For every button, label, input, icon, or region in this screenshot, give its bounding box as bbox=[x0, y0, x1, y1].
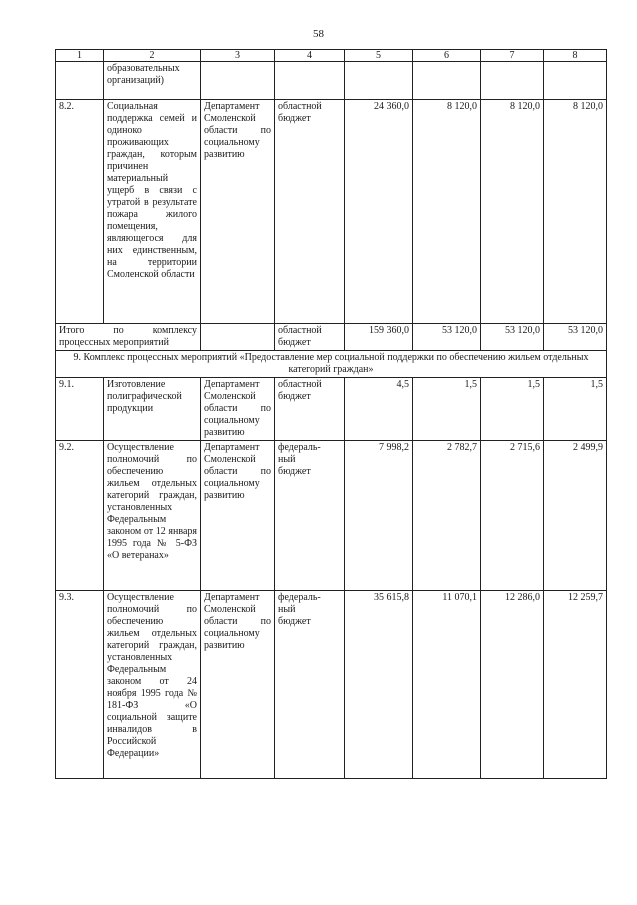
table-row bbox=[56, 441, 607, 591]
amount-cell: 12 286,0 bbox=[481, 591, 544, 779]
table-row bbox=[56, 62, 607, 100]
measure-name-cell: образовательных организаций) bbox=[104, 62, 201, 100]
row-number-cell: 9.1. bbox=[56, 378, 104, 441]
page-number: 58 bbox=[313, 28, 324, 40]
amount-cell: 53 120,0 bbox=[544, 324, 607, 351]
column-header: 5 bbox=[345, 50, 413, 62]
amount-cell: 2 499,9 bbox=[544, 441, 607, 591]
funding-source-cell: областной бюджет bbox=[275, 324, 345, 351]
executor-cell: Департамент Смоленской области по социальному развитию bbox=[201, 378, 275, 441]
amount-cell: 2 782,7 bbox=[413, 441, 481, 591]
amount-cell: 2 715,6 bbox=[481, 441, 544, 591]
column-header: 3 bbox=[201, 50, 275, 62]
measure-name-cell: Социальная поддержка семей и одиноко проживающих граждан, которым причинен материальный ущерб в связи с утратой в результате пожара жилого помещения, являющегося для них единственным, на территории Смоленской области bbox=[104, 100, 201, 324]
table-row bbox=[56, 591, 607, 779]
column-header: 2 bbox=[104, 50, 201, 62]
amount-cell: 159 360,0 bbox=[345, 324, 413, 351]
funding-source-cell: федераль- ный бюджет bbox=[275, 591, 345, 779]
amount-cell: 8 120,0 bbox=[544, 100, 607, 324]
amount-cell: 11 070,1 bbox=[413, 591, 481, 779]
executor-cell bbox=[201, 324, 275, 351]
amount-cell: 12 259,7 bbox=[544, 591, 607, 779]
row-number-cell: 9.2. bbox=[56, 441, 104, 591]
amount-cell: 35 615,8 bbox=[345, 591, 413, 779]
funding-source-cell bbox=[275, 62, 345, 100]
total-label-cell: Итого по комплексу процессных мероприятий bbox=[56, 324, 201, 351]
row-number-cell bbox=[56, 62, 104, 100]
row-number-cell: 9.3. bbox=[56, 591, 104, 779]
amount-cell: 7 998,2 bbox=[345, 441, 413, 591]
amount-cell: 1,5 bbox=[544, 378, 607, 441]
amount-cell bbox=[481, 62, 544, 100]
amount-cell bbox=[544, 62, 607, 100]
column-header: 7 bbox=[481, 50, 544, 62]
row-number-cell: 8.2. bbox=[56, 100, 104, 324]
funding-source-cell: федераль- ный бюджет bbox=[275, 441, 345, 591]
section-title: 9. Комплекс процессных мероприятий «Предоставление мер социальной поддержки по обеспечению жильем отдельных категорий граждан» bbox=[56, 351, 607, 378]
executor-cell: Департамент Смоленской области по социальному развитию bbox=[201, 591, 275, 779]
amount-cell: 8 120,0 bbox=[481, 100, 544, 324]
executor-cell: Департамент Смоленской области по социальному развитию bbox=[201, 441, 275, 591]
table-row bbox=[56, 378, 607, 441]
executor-cell bbox=[201, 62, 275, 100]
measure-name-cell: Осуществление полномочий по обеспечению жильем отдельных категорий граждан, установленных Федеральным законом от 24 ноября 1995 года № 181-ФЗ «О социальной защите инвалидов в Российской Федерации» bbox=[104, 591, 201, 779]
table-row bbox=[56, 100, 607, 324]
amount-cell bbox=[413, 62, 481, 100]
funding-source-cell: областной бюджет bbox=[275, 378, 345, 441]
amount-cell: 24 360,0 bbox=[345, 100, 413, 324]
amount-cell: 1,5 bbox=[481, 378, 544, 441]
measure-name-cell: Осуществление полномочий по обеспечению жильем отдельных категорий граждан, установленных Федеральным законом от 12 января 1995 года № 5-ФЗ «О ветеранах» bbox=[104, 441, 201, 591]
amount-cell: 53 120,0 bbox=[413, 324, 481, 351]
amount-cell: 53 120,0 bbox=[481, 324, 544, 351]
amount-cell bbox=[345, 62, 413, 100]
executor-cell: Департамент Смоленской области по социальному развитию bbox=[201, 100, 275, 324]
funding-source-cell: областной бюджет bbox=[275, 100, 345, 324]
column-number-header-row bbox=[56, 50, 607, 62]
budget-table bbox=[55, 49, 607, 779]
column-header: 1 bbox=[56, 50, 104, 62]
section-row bbox=[56, 351, 607, 378]
total-row bbox=[56, 324, 607, 351]
measure-name-cell: Изготовление полиграфической продукции bbox=[104, 378, 201, 441]
column-header: 8 bbox=[544, 50, 607, 62]
column-header: 6 bbox=[413, 50, 481, 62]
column-header: 4 bbox=[275, 50, 345, 62]
amount-cell: 1,5 bbox=[413, 378, 481, 441]
amount-cell: 4,5 bbox=[345, 378, 413, 441]
amount-cell: 8 120,0 bbox=[413, 100, 481, 324]
